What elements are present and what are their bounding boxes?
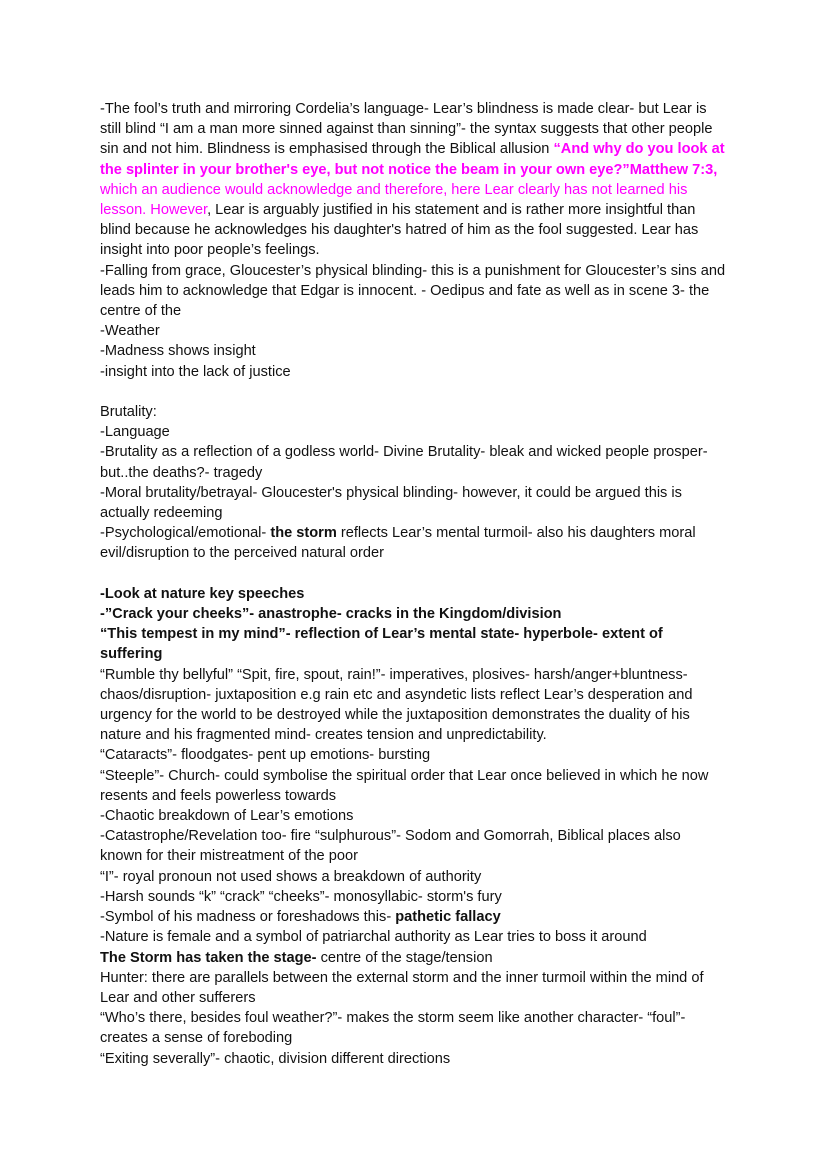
bold-text: the storm [270, 525, 337, 542]
text-run: -Symbol of his madness or foreshadows this- [100, 909, 396, 926]
bold-text: pathetic fallacy [395, 909, 501, 926]
text-run: -The fool’s truth and mirroring Cordelia’s language- Lear’s blindness is made clear- but Lear is still blind “I am a man more sinned against than sinning”- the syntax suggests that other people sin and not him. Blindness is emphasised through the Biblical allusion [100, 101, 713, 158]
line-weather: -Weather [100, 323, 160, 340]
nature-line: -Chaotic breakdown of Lear’s emotions [100, 808, 354, 825]
biblical-quote: “And why do you look at the splinter in your brother's eye, but not notice the beam in your own eye?”Matthew 7:3, [100, 141, 725, 178]
line-justice: -insight into the lack of justice [100, 363, 291, 380]
nature-line: “Exiting severally”- chaotic, division different directions [100, 1050, 451, 1067]
nature-line: -Catastrophe/Revelation too- fire “sulphurous”- Sodom and Gomorrah, Biblical places also known for their mistreatment of the poor [100, 828, 681, 865]
nature-line: -Nature is female and a symbol of patriarchal authority as Lear tries to boss it around [100, 929, 647, 946]
text-run: centre of the stage/tension [316, 949, 493, 966]
text-run: -Psychological/emotional- [100, 525, 271, 542]
nature-line: “I”- royal pronoun not used shows a breakdown of authority [100, 868, 482, 885]
paragraph-falling-from-grace: -Falling from grace, Gloucester’s physical blinding- this is a punishment for Gloucester’s sins and leads him to acknowledge that Edgar is innocent. - Oedipus and fate as well as in scene 3- the centre of the [100, 262, 726, 320]
nature-line: “Rumble thy bellyful” “Spit, fire, spout, rain!”- imperatives, plosives- harsh/anger+bluntness- chaos/disruption- juxtaposition e.g rain etc and asyndetic lists reflect Lear’s desperation and urgency for the world to be destroyed while the juxtaposition demonstrates the duality of his nature and his fragmented mind- creates tension and unpredictability. [100, 666, 693, 744]
brutality-item: -Brutality as a reflection of a godless world- Divine Brutality- bleak and wicked people prosper- but..the deaths?- tragedy [100, 444, 708, 481]
nature-line: “Steeple”- Church- could symbolise the spiritual order that Lear once believed in which he now resents and feels powerless towards [100, 767, 709, 804]
nature-bold-line: -”Crack your cheeks”- anastrophe- cracks in the Kingdom/division [100, 606, 562, 623]
brutality-heading: Brutality: [100, 404, 157, 421]
spacer [100, 382, 726, 402]
brutality-item [100, 523, 726, 563]
nature-line: Hunter: there are parallels between the external storm and the inner turmoil within the mind of Lear and other sufferers [100, 969, 704, 1006]
nature-bold-line: “This tempest in my mind”- reflection of Lear’s mental state- hyperbole- extent of suffering [100, 626, 663, 663]
document-page [100, 99, 726, 1069]
text-run: reflects Lear’s mental turmoil- also his daughters moral evil/disruption to the perceived natural order [100, 525, 696, 562]
spacer [100, 564, 726, 584]
nature-line: “Cataracts”- floodgates- pent up emotions- bursting [100, 747, 431, 764]
nature-line: “Who’s there, besides foul weather?”- makes the storm seem like another character- “foul”- creates a sense of foreboding [100, 1010, 686, 1047]
text-run: , Lear is arguably justified in his statement and is rather more insightful than blind because he acknowledges his daughter's hatred of him as the fool suggested. Lear has insight into poor people’s feelings. [100, 202, 699, 259]
highlighted-text: which an audience would acknowledge and therefore, here Lear clearly has not learned his lesson. However [100, 181, 688, 219]
nature-line [100, 948, 726, 968]
nature-line: -Harsh sounds “k” “crack” “cheeks”- monosyllabic- storm's fury [100, 888, 502, 905]
nature-line [100, 907, 726, 927]
brutality-item: -Moral brutality/betrayal- Gloucester's physical blinding- however, it could be argued this is actually redeeming [100, 484, 682, 522]
line-madness: -Madness shows insight [100, 343, 256, 360]
brutality-item: -Language [100, 424, 170, 441]
nature-heading: -Look at nature key speeches [100, 585, 305, 602]
bold-text: The Storm has taken the stage- [100, 949, 317, 966]
paragraph-fool-truth [100, 99, 726, 261]
